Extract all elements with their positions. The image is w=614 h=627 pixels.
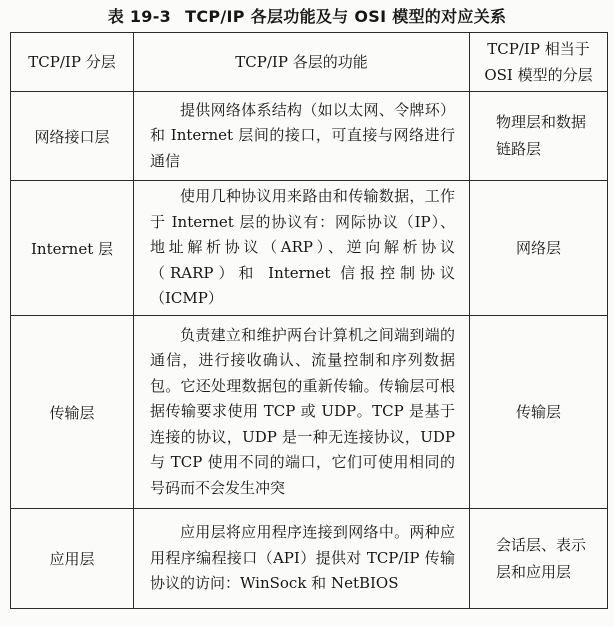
function-cell: 使用几种协议用来路由和传输数据，工作于 Internet 层的协议有：网际协议（IP）、地址解析协议（ARP）、逆向解析协议（RARP）和 Internet 信报控制协议（ICMP） <box>134 181 470 316</box>
function-cell: 应用层将应用程序连接到网络中。两种应用程序编程接口（API）提供对 TCP/IP 传输协议的访问：WinSock 和 NetBIOS <box>134 509 470 609</box>
table-row <box>11 92 608 181</box>
table-row <box>11 181 608 316</box>
table-row <box>11 509 608 609</box>
tcpip-osi-table <box>10 32 608 609</box>
table-caption <box>0 4 614 27</box>
osi-cell: 物理层和数据链路层 <box>470 92 608 181</box>
layer-cell: 网络接口层 <box>11 92 134 181</box>
osi-cell: 会话层、表示层和应用层 <box>470 509 608 609</box>
function-cell: 负责建立和维护两台计算机之间端到端的通信，进行接收确认、流量控制和序列数据包。它还处理数据包的重新传输。传输层可根据传输要求使用 TCP 或 UDP。TCP 是基于连接的协议，UDP 是一种无连接协议，UDP 与 TCP 使用不同的端口，它们可使用相同的号码而不会发生冲突 <box>134 316 470 509</box>
layer-cell: Internet 层 <box>11 181 134 316</box>
header-osi: TCP/IP 相当于 OSI 模型的分层 <box>470 33 608 92</box>
osi-cell: 网络层 <box>470 181 608 316</box>
header-function: TCP/IP 各层的功能 <box>134 33 470 92</box>
table-row <box>11 316 608 509</box>
header-layer: TCP/IP 分层 <box>11 33 134 92</box>
layer-cell: 应用层 <box>11 509 134 609</box>
header-row <box>11 33 608 92</box>
table-number: 表 19-3 <box>107 7 172 26</box>
function-cell: 提供网络体系结构（如以太网、令牌环）和 Internet 层间的接口，可直接与网络进行通信 <box>134 92 470 181</box>
layer-cell: 传输层 <box>11 316 134 509</box>
osi-cell: 传输层 <box>470 316 608 509</box>
table-title: TCP/IP 各层功能及与 OSI 模型的对应关系 <box>185 7 507 26</box>
